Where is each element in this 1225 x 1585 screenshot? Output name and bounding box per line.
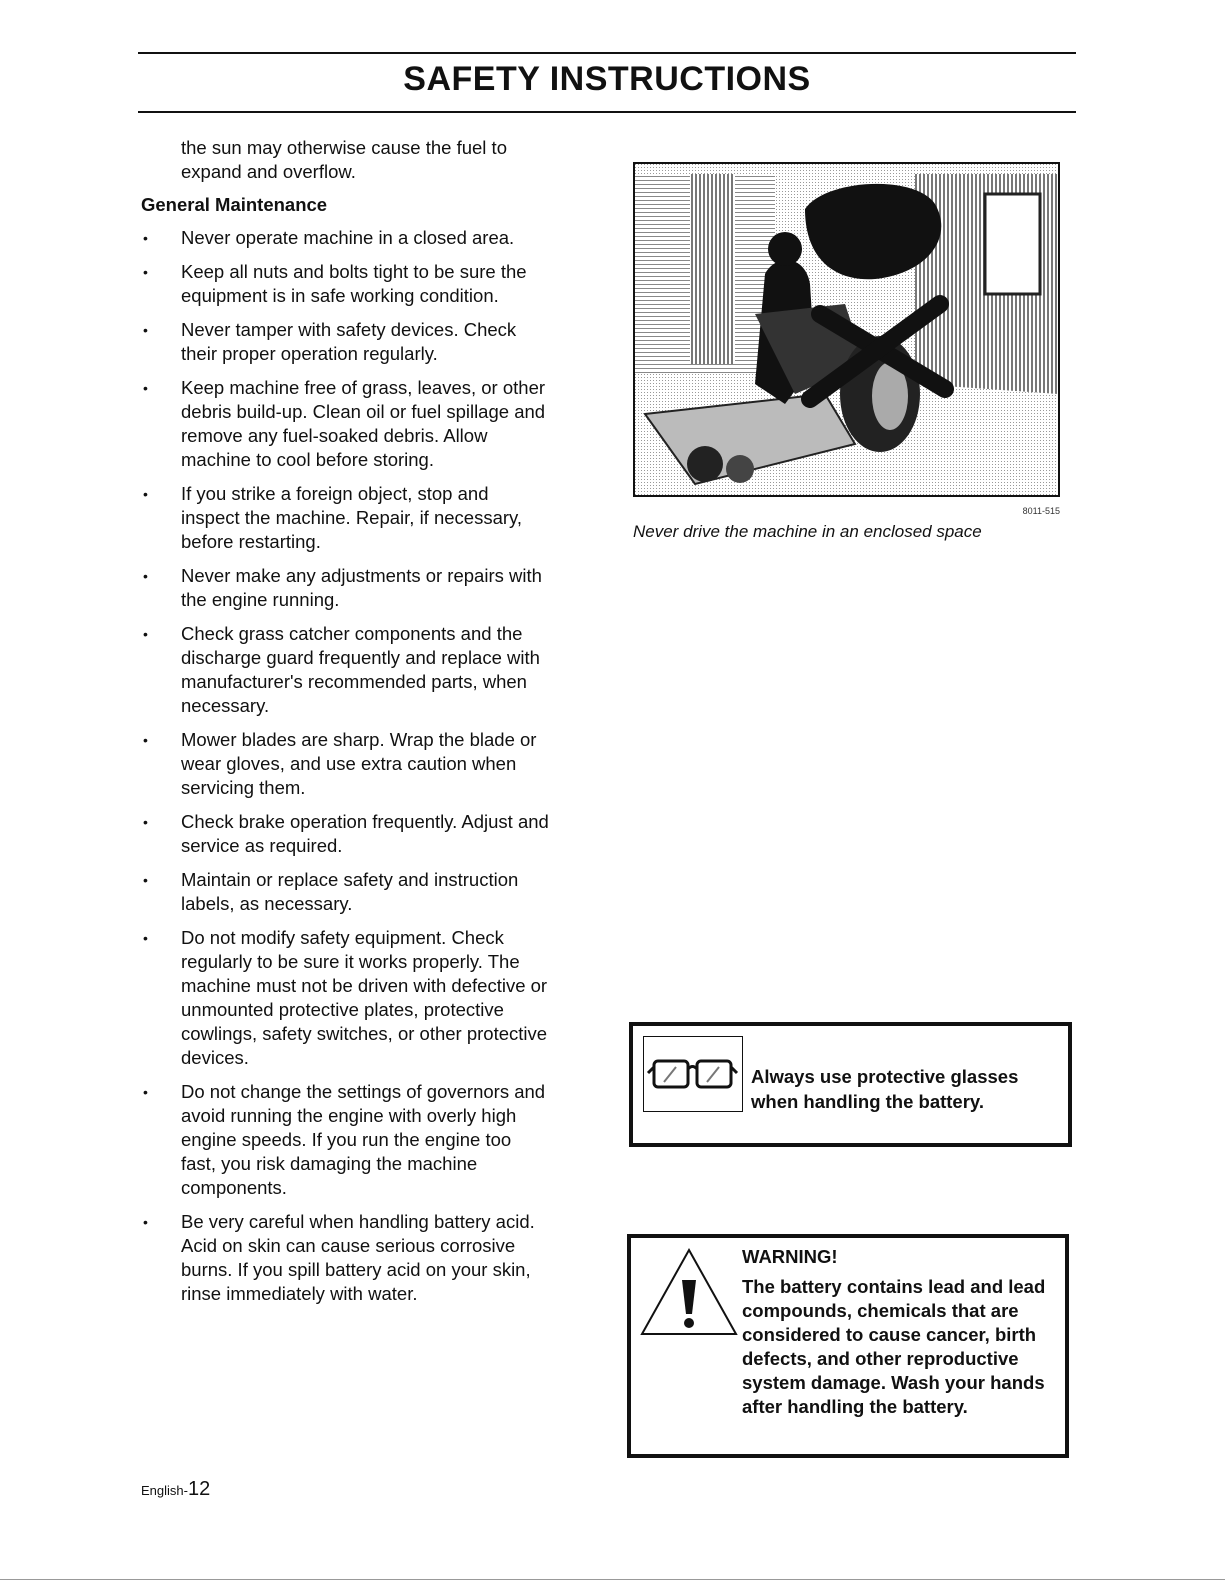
- page-number: English-12: [141, 1478, 211, 1500]
- list-item: • Keep all nuts and bolts tight to be sure the equipment is in safe working condition.: [143, 261, 527, 306]
- list-item: • Be very careful when handling battery acid. Acid on skin can cause serious corrosive burns. If you spill battery acid on your skin, rinse immediately with water.: [143, 1211, 535, 1304]
- figure-caption: Never drive the machine in an enclosed space: [633, 522, 982, 541]
- section-heading: General Maintenance: [141, 194, 328, 215]
- list-item: • Check grass catcher components and the discharge guard frequently and replace with manufacturer's recommended parts, when necessary.: [143, 623, 540, 716]
- glasses-notice: [629, 1022, 1072, 1147]
- warning-text: The battery contains lead and lead compounds, chemicals that are considered to cause cancer, birth defects, and other reproductive system damage. Wash your hands after handling the battery.: [742, 1276, 1046, 1417]
- header-top-rule: [138, 52, 1076, 54]
- warning-triangle-icon: [639, 1246, 739, 1338]
- no-mower-in-garage-illustration: [635, 164, 1058, 495]
- warning-box: [627, 1234, 1069, 1458]
- list-item: • Maintain or replace safety and instruction labels, as necessary.: [143, 869, 519, 914]
- page-title: SAFETY INSTRUCTIONS: [403, 60, 811, 98]
- list-item: • Do not modify safety equipment. Check regularly to be sure it works properly. The machine must not be driven with defective or unmounted protective plates, protective cowlings, safety switches, or other protective devices.: [143, 927, 548, 1068]
- list-item: • Never tamper with safety devices. Check their proper operation regularly.: [143, 319, 517, 364]
- left-column: [141, 136, 551, 1316]
- figure-code: 8011-515: [1022, 506, 1060, 516]
- page-bottom-rule: [0, 1579, 1225, 1580]
- list-item: • Do not change the settings of governors and avoid running the engine with overly high engine speeds. If you run the engine too fast, you risk damaging the machine components.: [143, 1081, 546, 1198]
- safety-glasses-icon: [643, 1036, 743, 1112]
- list-item: • Check brake operation frequently. Adjust and service as required.: [143, 811, 549, 856]
- list-item: • Never make any adjustments or repairs with the engine running.: [143, 565, 542, 610]
- glasses-notice-text: Always use protective glasses when handling the battery.: [751, 1066, 1019, 1112]
- list-item: • Mower blades are sharp. Wrap the blade or wear gloves, and use extra caution when servicing them.: [143, 729, 537, 798]
- list-item: • Never operate machine in a closed area.: [143, 227, 515, 248]
- list-item: • Keep machine free of grass, leaves, or other debris build-up. Clean oil or fuel spillage and remove any fuel-soaked debris. Allow machine to cool before storing.: [143, 377, 546, 470]
- header-bottom-rule: [138, 111, 1076, 113]
- list-item: • If you strike a foreign object, stop and inspect the machine. Repair, if necessary, before restarting.: [143, 483, 523, 552]
- enclosed-space-illustration: [633, 162, 1060, 497]
- maintenance-list: [141, 226, 551, 1306]
- continuation-text: the sun may otherwise cause the fuel to expand and overflow.: [181, 137, 507, 182]
- warning-title: WARNING!: [742, 1246, 838, 1267]
